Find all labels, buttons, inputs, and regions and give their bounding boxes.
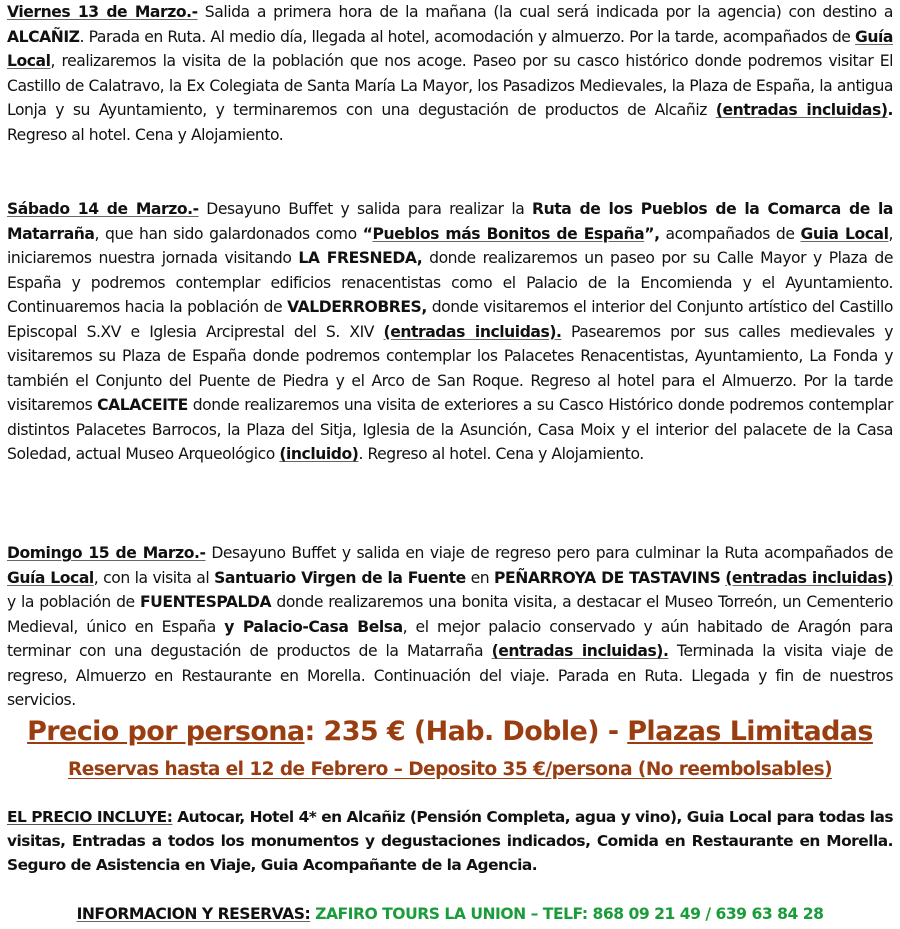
day1-text: Salida a primera hora de la mañana (la cual será indicada por la agencia) con destino a: [197, 3, 893, 21]
day1-text: . Parada en Ruta. Al medio día, llegada al hotel, acomodación y almuerzo. Por la tarde, acompañados de: [79, 27, 856, 46]
price-separator: -: [599, 716, 628, 747]
day3-text: Terminada la visita viaje de regreso, Almuerzo en Restaurante en Morella. Continuación del viaje. Parada en Ruta. Llegada y fin de nuestros servicios.: [7, 642, 893, 709]
contact-line: [7, 902, 893, 926]
price-value: 235 € (Hab. Doble): [323, 716, 600, 747]
price-colon: :: [304, 716, 324, 747]
included-tickets-label: (entradas incluidas): [725, 568, 893, 587]
includes-text: Autocar, Hotel 4* en Alcañiz (Pensión Completa, agua y vino), Guia Local para todas las visitas, Entradas a todos los monumentos y degustaciones indicados, Comida en Restaurante en Morella. Seguro de Asistencia en Viaje, Guia Acompañante de la Agencia.: [7, 808, 893, 874]
day2-text: donde realizaremos una visita de exteriores a su Casco Histórico donde podremos contemplar distintos Palacetes Barrocos, la Plaza del Sitja, Iglesia de la Asunción, Casa Moix y el interior del palacete de la Casa Soledad, actual Museo Arqueológico: [7, 396, 893, 463]
day2-text: donde realizaremos un paseo por su Calle Mayor y Plaza de España y podremos contemplar edificios renacentistas como el Palacio de la Encomienda y el Ayuntamiento. Continuaremos hacia la población de: [7, 249, 893, 316]
guide-local-label: Guia Local: [800, 224, 889, 243]
day1-text: Regreso al hotel. Cena y Alojamiento.: [7, 125, 284, 144]
route-name: Ruta de los Pueblos de la Comarca de la Matarraña: [7, 200, 893, 243]
included-tickets-label: (entradas incluidas).: [491, 642, 669, 660]
town-valderrobres: VALDERROBRES,: [287, 298, 427, 316]
day2-text: acompañados de: [659, 224, 801, 243]
contact-label: INFORMACION Y RESERVAS:: [76, 905, 311, 923]
day3-text: en: [465, 568, 495, 587]
included-tickets-label: (entradas incluidas): [715, 101, 888, 119]
guide-local-label: Guía Local: [7, 27, 893, 70]
day3-text: , el mejor palacio conservado y aún habitado de Aragón para terminar con una degustación de productos de la Matarraña: [7, 617, 893, 660]
day2-text: , iniciaremos nuestra jornada visitando: [7, 224, 893, 267]
quote-mark: “: [362, 224, 373, 243]
day3-heading: Domingo 15 de Marzo.-: [7, 544, 206, 562]
day3-text: y la población de: [7, 593, 140, 611]
reservation-text: Reservas hasta el 12 de Febrero – Deposito 35 €/persona (No reembolsables): [68, 759, 832, 780]
day3-paragraph: [7, 541, 893, 713]
day1-paragraph: [7, 0, 893, 147]
contact-details: ZAFIRO TOURS LA UNION – TELF: 868 09 21 49 / 639 63 84 28: [310, 905, 824, 923]
sanctuary-name: Santuario Virgen de la Fuente: [214, 568, 466, 587]
destination-alcaniz: ALCAÑIZ: [7, 27, 80, 46]
quote-mark: ”,: [644, 224, 660, 243]
town-fuentespalda: FUENTESPALDA: [139, 593, 272, 611]
day2-text: donde visitaremos el interior del Conjunto artístico del Castillo Episcopal S.XV e Iglesia Arciprestal del S. XIV: [7, 298, 893, 341]
day2-heading: Sábado 14 de Marzo.-: [7, 200, 199, 218]
price-line: [7, 712, 893, 752]
day2-text: , que han sido galardonados como: [94, 224, 363, 243]
town-la-fresneda: LA FRESNEDA,: [298, 249, 423, 267]
included-label: (incluido): [279, 445, 359, 463]
day3-text: , con la visita al: [93, 568, 215, 587]
town-calaceite: CALACEITE: [97, 396, 188, 414]
punctuation: .: [887, 101, 893, 119]
palace-name: y Palacio-Casa Belsa: [224, 617, 403, 636]
guide-local-label: Guía Local: [7, 568, 94, 587]
reservation-line: [7, 756, 893, 784]
price-label: Precio por persona: [27, 716, 305, 747]
town-penarroya: PEÑARROYA DE TASTAVINS: [494, 568, 721, 587]
day2-text: Desayuno Buffet y salida para realizar la: [198, 200, 533, 218]
day2-paragraph: [7, 197, 893, 467]
price-includes-paragraph: [7, 805, 893, 877]
day3-text: Desayuno Buffet y salida en viaje de regreso pero para culminar la Ruta acompañados de: [205, 544, 893, 562]
day2-text: Pasearemos por sus calles medievales y visitaremos su Plaza de España donde podremos contemplar los Palacetes Renacentistas, Ayuntamiento, La Fonda y también el Conjunto del Puente de Piedra y el Arco de San Roque. Regreso al hotel para el Almuerzo. Por la tarde visitaremos: [7, 322, 893, 414]
day3-text: donde realizaremos una bonita visita, a destacar el Museo Torreón, un Cementerio Medieval, único en España: [7, 593, 893, 636]
limited-places-label: Plazas Limitadas: [627, 716, 873, 747]
award-title: Pueblos más Bonitos de España: [372, 224, 645, 243]
included-tickets-label: (entradas incluidas).: [383, 322, 562, 341]
day2-text: . Regreso al hotel. Cena y Alojamiento.: [358, 445, 644, 463]
day1-text: , realizaremos la visita de la población que nos acoge. Paseo por su casco histórico donde podremos visitar El Castillo de Calatravo, la Ex Colegiata de Santa María La Mayor, los Pasadizos Medievales, la Plaza de España, la antigua Lonja y su Ayuntamiento, y terminaremos con una degustación de productos de Alcañiz: [7, 52, 893, 119]
includes-label: EL PRECIO INCLUYE:: [7, 808, 173, 826]
day1-heading: Viernes 13 de Marzo.-: [7, 3, 198, 21]
